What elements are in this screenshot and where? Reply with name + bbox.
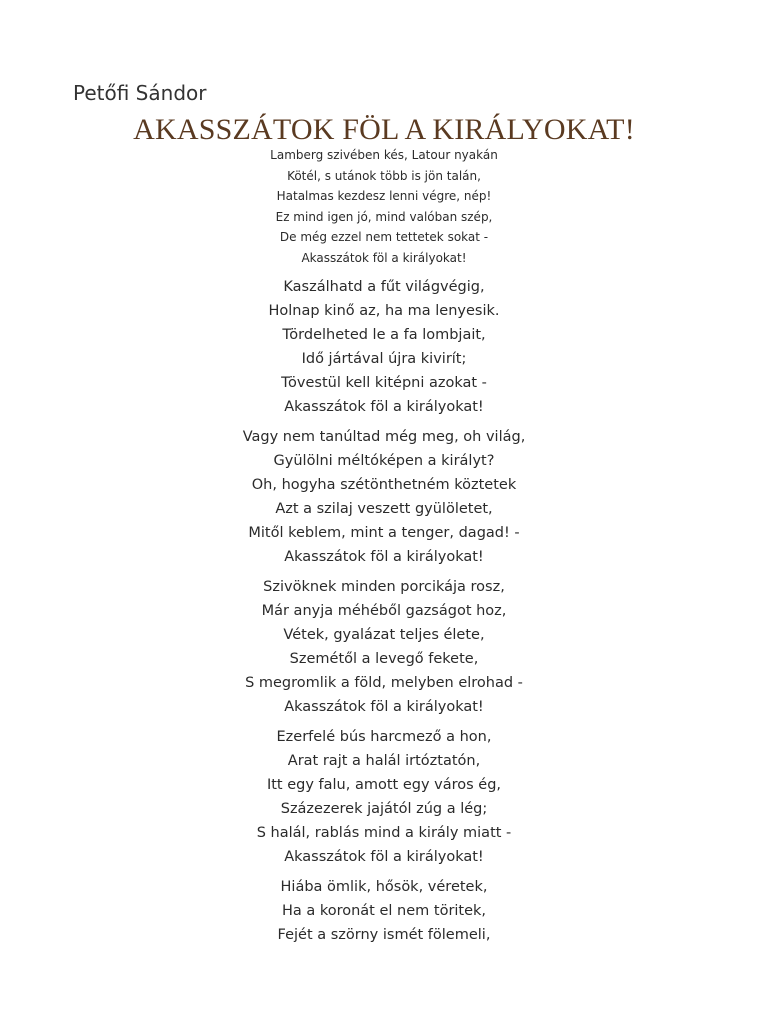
stanza-3 [0, 425, 768, 569]
poem-line: S halál, rablás mind a király miatt - [256, 825, 512, 841]
poem-line: Ezerfelé bús harcmező a hon, [276, 729, 492, 745]
poem-line: Ez mind igen jó, mind valóban szép, [275, 209, 493, 224]
poem-author: Petőfi Sándor [73, 81, 207, 105]
poem-refrain: Akasszátok föl a királyokat! [284, 699, 484, 715]
poem-line: Már anyja méhéből gazságot hoz, [261, 603, 507, 619]
poem-line: Tördelheted le a fa lombjait, [282, 327, 486, 343]
poem-line: Vétek, gyalázat teljes élete, [283, 627, 485, 643]
poem-line: Tövestül kell kitépni azokat - [281, 375, 487, 391]
poem-refrain: Akasszátok föl a királyokat! [284, 399, 484, 415]
poem-line: Lamberg szivében kés, Latour nyakán [270, 148, 498, 162]
poem-refrain: Akasszátok föl a királyokat! [284, 849, 484, 865]
poem-line: Azt a szilaj veszett gyülöletet, [275, 501, 493, 517]
poem-refrain: Akasszátok föl a királyokat! [301, 250, 467, 265]
poem-line: Holnap kinő az, ha ma lenyesik. [268, 303, 500, 319]
stanza-6 [0, 875, 768, 947]
poem-line: Vagy nem tanúltad még meg, oh világ, [242, 429, 526, 445]
poem-line: Kötél, s utánok több is jön talán, [287, 168, 481, 183]
stanza-2 [0, 275, 768, 419]
poem-line: Hiába ömlik, hősök, véretek, [280, 879, 488, 895]
poem-line: Ha a koronát el nem töritek, [281, 903, 487, 919]
poem-line: S megromlik a föld, melyben elrohad - [245, 675, 523, 691]
poem-line: Mitől keblem, mint a tenger, dagad! - [248, 525, 520, 541]
poem-line: Kaszálhatd a fűt világvégig, [283, 279, 485, 295]
poem-line: Százezerek jajától zúg a lég; [280, 801, 488, 817]
poem-title: AKASSZÁTOK FÖL A KIRÁLYOKAT! [133, 113, 635, 146]
poem-line: Szemétől a levegő fekete, [289, 651, 479, 667]
poem-line: Gyülölni méltóképen a királyt? [273, 453, 495, 469]
stanza-4 [0, 575, 768, 719]
poem-line: Idő jártával újra kivirít; [301, 351, 467, 367]
poem-line: Szivöknek minden porcikája rosz, [263, 579, 505, 595]
poem-refrain: Akasszátok föl a királyokat! [284, 549, 484, 565]
stanza-1 [0, 145, 768, 269]
poem-line: De még ezzel nem tettetek sokat - [279, 230, 489, 245]
stanza-5 [0, 725, 768, 869]
poem-body [0, 275, 768, 953]
poem-line: Oh, hogyha szétönthetném köztetek [251, 477, 517, 493]
poem-line: Hatalmas kezdesz lenni végre, nép! [276, 189, 492, 204]
poem-line: Arat rajt a halál irtóztatón, [287, 753, 481, 769]
poem-line: Itt egy falu, amott egy város ég, [266, 777, 502, 793]
poem-line: Fejét a szörny ismét fölemeli, [277, 927, 491, 943]
